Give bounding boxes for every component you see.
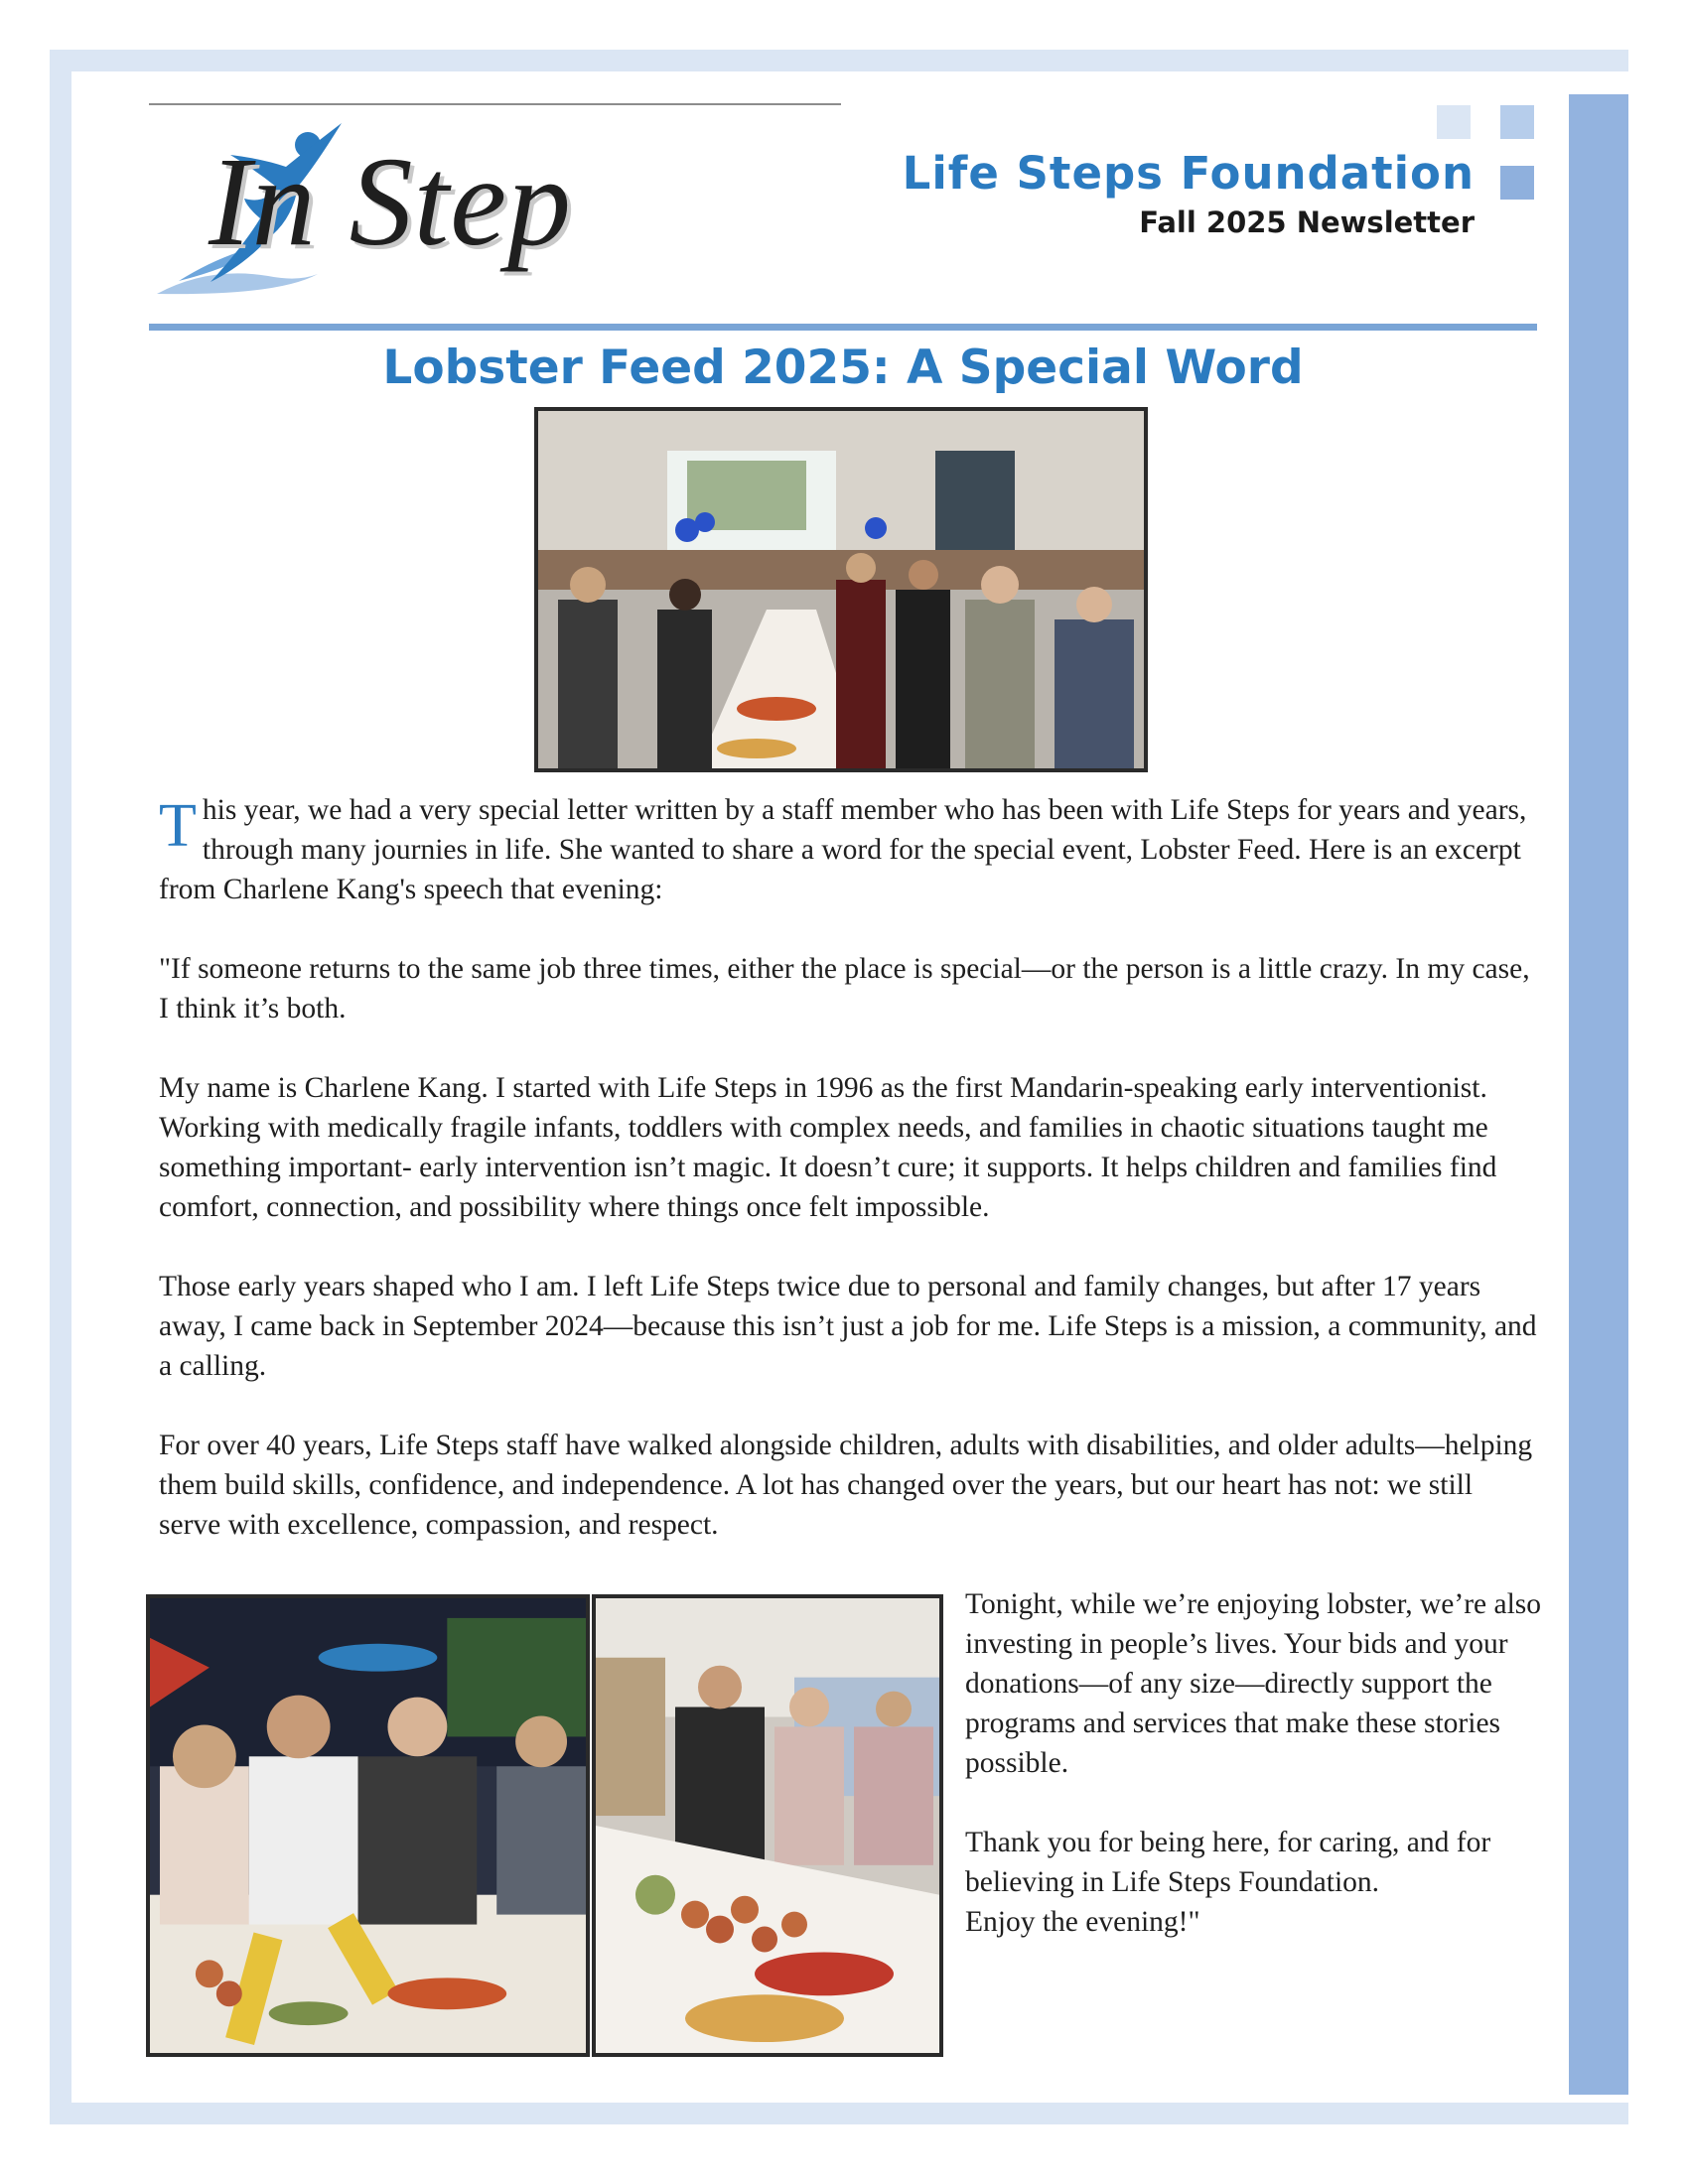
closing-line-2: believing in Life Steps Foundation. xyxy=(965,1866,1380,1898)
side-closing xyxy=(965,1823,1561,1942)
speech-paragraph-1: "If someone returns to the same job three times, either the place is special—or the person is a little crazy. In my case, I think it’s both. xyxy=(159,953,1530,1024)
newsletter-issue: Fall 2025 Newsletter xyxy=(1139,205,1475,239)
food-serving-photo xyxy=(592,1594,943,2057)
drop-cap: T xyxy=(159,792,197,860)
page-frame-right-bar xyxy=(1569,94,1628,2095)
header-top-rule xyxy=(149,103,841,105)
intro-paragraph xyxy=(159,790,1539,909)
logo-wordmark: In Step xyxy=(209,131,572,272)
header-rule xyxy=(149,324,1537,331)
decorative-square xyxy=(1500,105,1534,139)
closing-line-3: Enjoy the evening!" xyxy=(965,1906,1200,1938)
page-frame-left xyxy=(50,50,71,2124)
guests-dining-photo xyxy=(146,1594,590,2057)
page-frame-bottom xyxy=(50,2103,1628,2124)
decorative-square xyxy=(1500,166,1534,200)
page-frame-top xyxy=(50,50,1628,71)
article-headline: Lobster Feed 2025: A Special Word xyxy=(382,341,1304,395)
event-hall-photo xyxy=(534,407,1148,772)
side-paragraph-1: Tonight, while we’re enjoying lobster, we’re also investing in people’s lives. Your bids and your donations—of any size—directly support the programs and services that make these stories possible. xyxy=(965,1588,1542,1779)
speech-paragraph-2: My name is Charlene Kang. I started with Life Steps in 1996 as the first Mandarin-speaking early interventionist. Working with medically fragile infants, toddlers with complex needs, and families in chaotic situations taught me something important- early intervention isn’t magic. It doesn’t cure; it supports. It helps children and families find comfort, connection, and possibility where things once felt impossible. xyxy=(159,1072,1497,1223)
closing-line-1: Thank you for being here, for caring, and for xyxy=(965,1827,1491,1858)
speech-paragraph-4: For over 40 years, Life Steps staff have walked alongside children, adults with disabilities, and older adults—helping them build skills, confidence, and independence. A lot has changed over the years, but our heart has not: we still serve with excellence, compassion, and respect. xyxy=(159,1430,1533,1541)
speech-paragraph-3: Those early years shaped who I am. I left Life Steps twice due to personal and family changes, but after 17 years away, I came back in September 2024—because this isn’t just a job for me. Life Steps is a mission, a community, and a calling. xyxy=(159,1271,1537,1382)
intro-text: his year, we had a very special letter written by a staff member who has been with Life Steps for years and years, through many journies in life. She wanted to share a word for the special event, Lobster Feed. Here is an excerpt from Charlene Kang's speech that evening: xyxy=(159,794,1527,905)
organization-name: Life Steps Foundation xyxy=(902,147,1475,200)
decorative-square xyxy=(1437,105,1471,139)
